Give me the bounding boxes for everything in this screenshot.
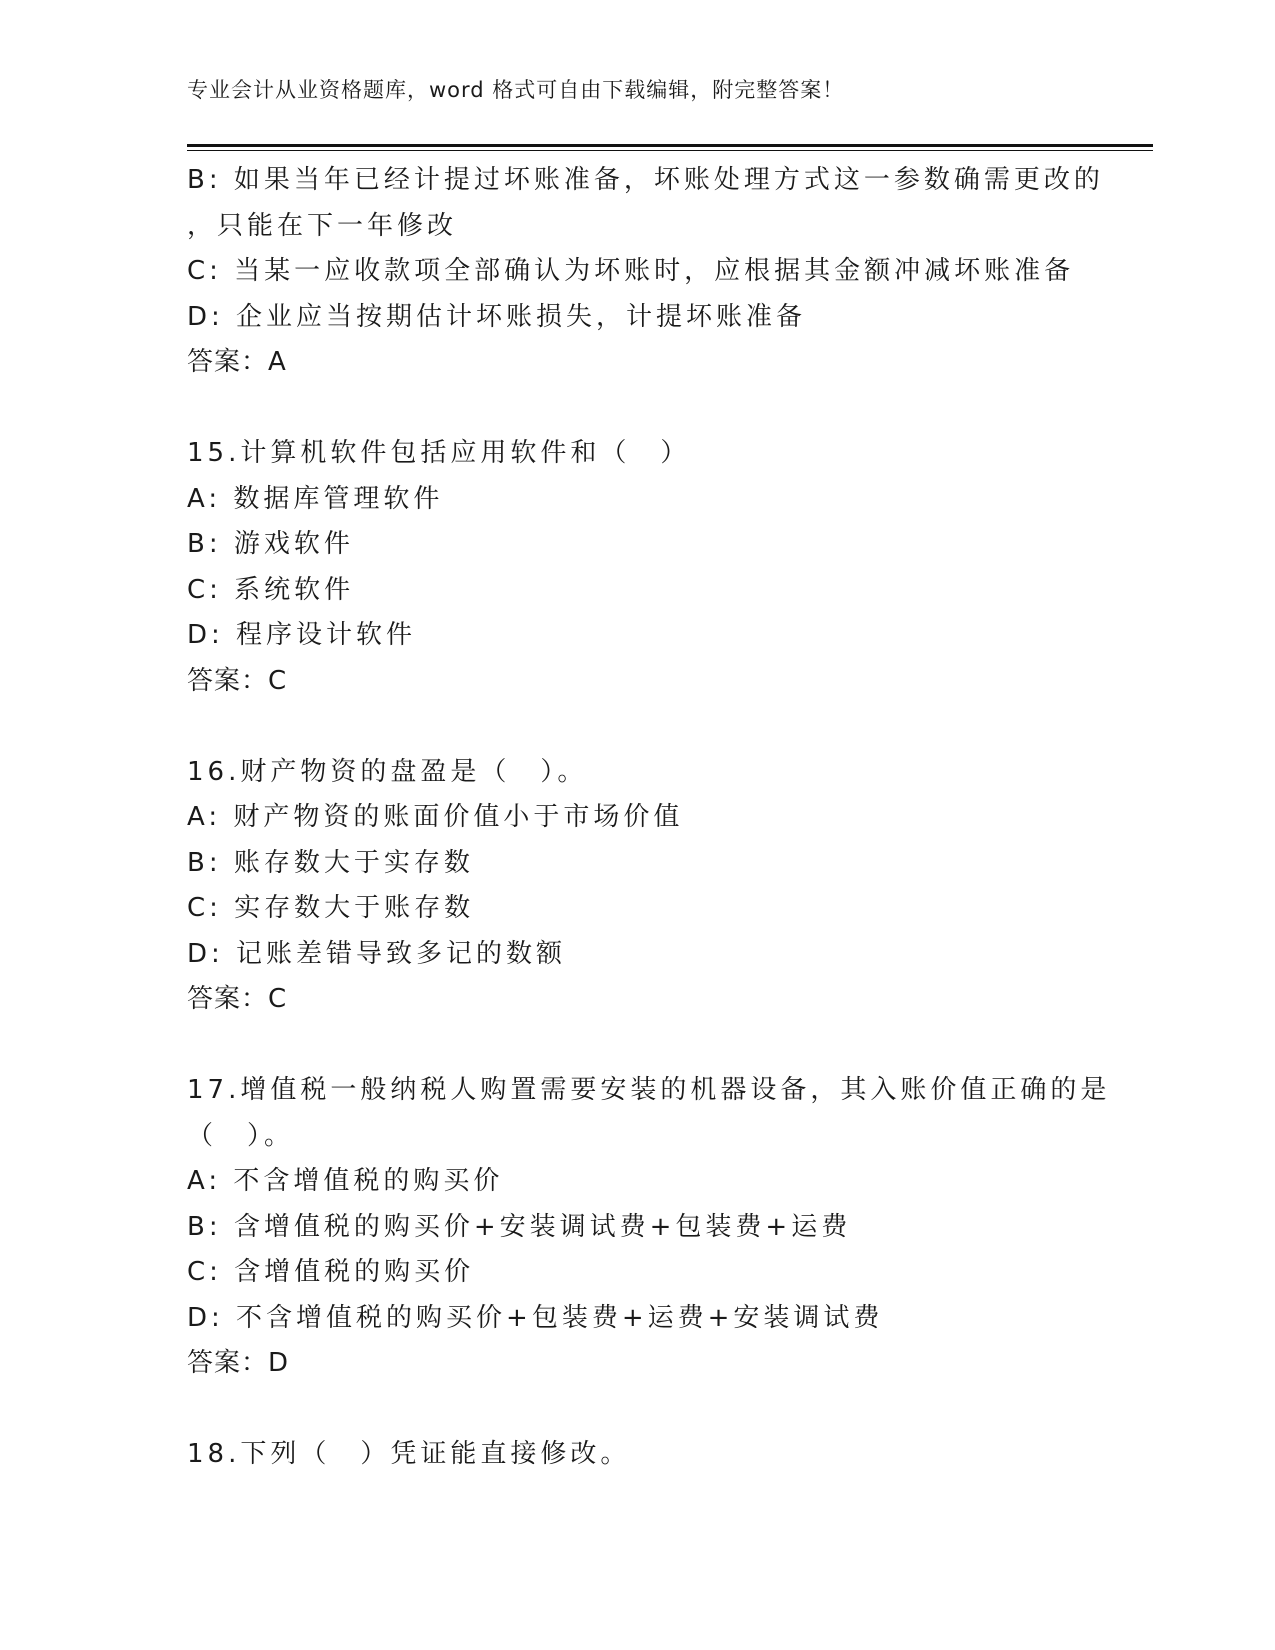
q15-option-c: C: 系统软件 (187, 574, 355, 605)
header-divider-thin (187, 150, 1153, 151)
q17-stem-line2: （ ）。 (187, 1120, 295, 1151)
q15-answer: 答案：C (187, 665, 288, 696)
q15-option-b: B: 游戏软件 (187, 529, 354, 559)
q14-option-c: C: 当某一应收款项全部确认为坏账时，应根据其金额冲减坏账准备 (187, 256, 1075, 286)
question-18 (187, 1432, 1087, 1478)
q16-stem: 16.财产物资的盘盈是（ ）。 (187, 756, 588, 787)
question-16 (187, 750, 1087, 1023)
q18-stem: 18.下列（ ）凭证能直接修改。 (187, 1439, 631, 1469)
q15-stem: 15.计算机软件包括应用软件和（ ） (187, 438, 691, 468)
q17-option-d: D: 不含增值税的购买价+包装费+运费+安装调试费 (187, 1302, 884, 1333)
q14-option-d: D: 企业应当按期估计坏账损失，计提坏账准备 (187, 301, 807, 332)
q14-option-b-line1: B: 如果当年已经计提过坏账准备，坏账处理方式这一参数确需更改的 (187, 165, 1104, 195)
q17-stem-line1: 17.增值税一般纳税人购置需要安装的机器设备，其入账价值正确的是 (187, 1075, 1111, 1105)
question-14-tail (187, 158, 1104, 386)
q16-option-d: D: 记账差错导致多记的数额 (187, 938, 567, 969)
q16-answer: 答案：C (187, 984, 288, 1014)
header-divider-thick (187, 144, 1153, 147)
q16-option-c: C: 实存数大于账存数 (187, 893, 475, 923)
question-content (187, 158, 1111, 1478)
question-17 (187, 1068, 1111, 1387)
q17-option-b: B: 含增值税的购买价+安装调试费+包装费+运费 (187, 1211, 852, 1242)
page-header: 专业会计从业资格题库，word 格式可自由下载编辑，附完整答案！ (187, 78, 845, 102)
q16-option-b: B: 账存数大于实存数 (187, 847, 474, 878)
spacer (187, 1023, 1087, 1069)
question-15 (187, 431, 1087, 704)
q16-option-a: A: 财产物资的账面价值小于市场价值 (187, 802, 684, 832)
q17-answer: 答案：D (187, 1348, 290, 1378)
spacer (187, 704, 1087, 750)
spacer (187, 1387, 1087, 1433)
q14-option-b-line2: ，只能在下一年修改 (187, 210, 458, 241)
q15-option-a: A: 数据库管理软件 (187, 483, 444, 514)
q17-option-c: C: 含增值税的购买价 (187, 1257, 475, 1287)
q15-option-d: D: 程序设计软件 (187, 620, 417, 650)
q14-answer: 答案：A (187, 347, 287, 377)
q17-option-a: A: 不含增值税的购买价 (187, 1166, 504, 1196)
spacer (187, 386, 1087, 432)
